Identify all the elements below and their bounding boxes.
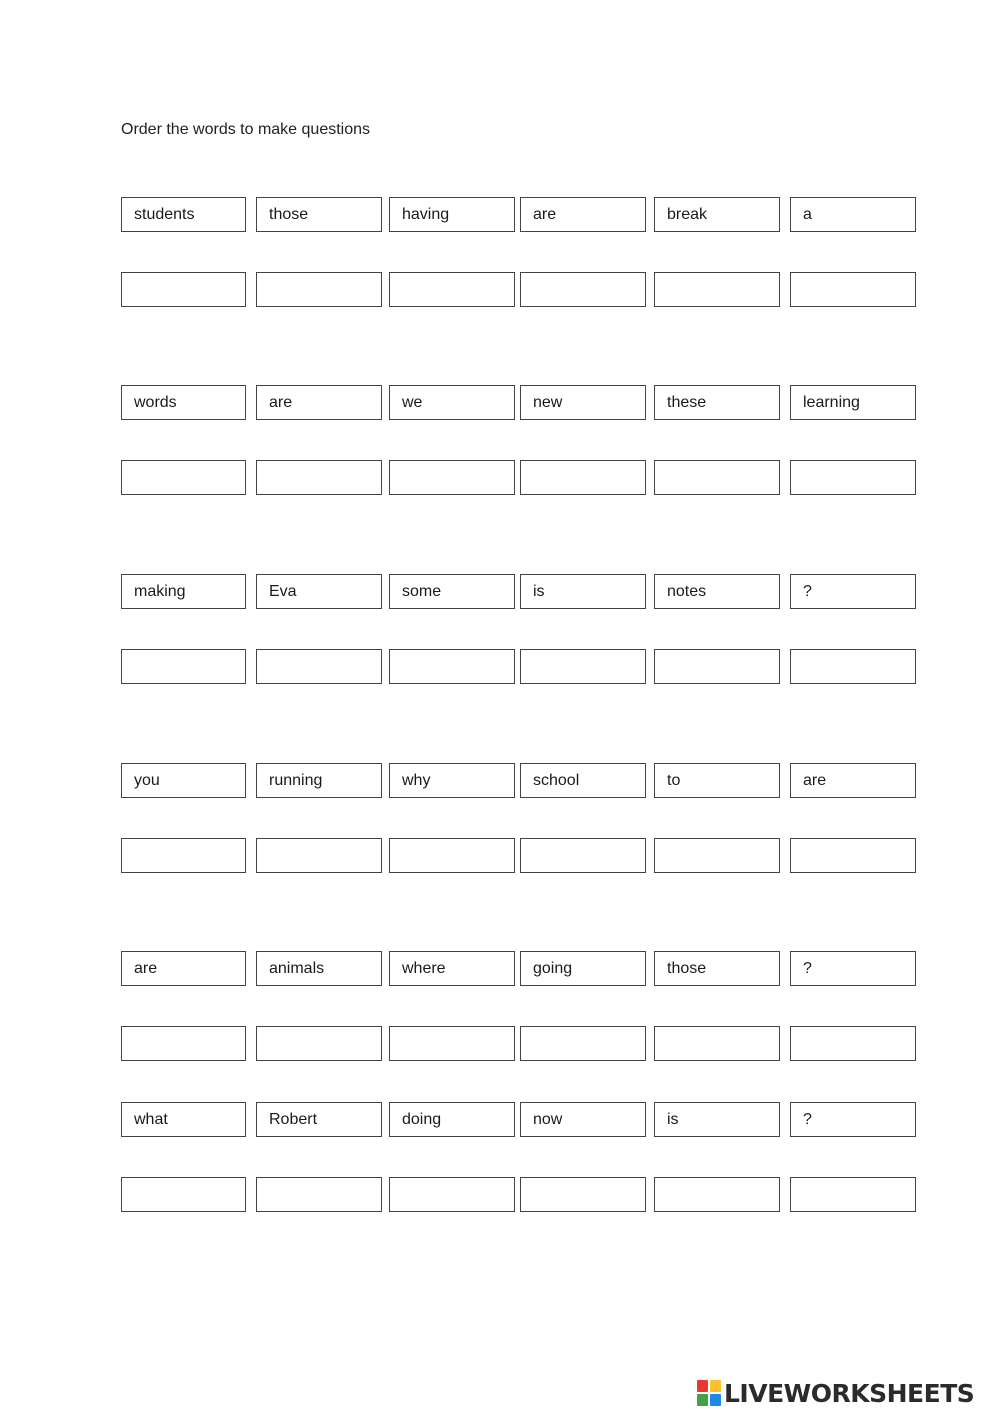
word-row-6 — [0, 1102, 1000, 1139]
word-label: animals — [269, 960, 325, 977]
word-box — [256, 385, 382, 420]
word-row-2 — [0, 385, 1000, 422]
word-box — [654, 574, 780, 609]
word-row-5 — [0, 951, 1000, 988]
answer-field[interactable] — [256, 460, 382, 495]
word-label: a — [803, 206, 812, 223]
word-box — [520, 763, 646, 798]
answer-field[interactable] — [790, 460, 916, 495]
word-box — [790, 1102, 916, 1137]
word-box — [121, 1102, 246, 1137]
word-label: doing — [402, 1111, 442, 1128]
answer-field[interactable] — [389, 460, 515, 495]
answer-field[interactable] — [256, 838, 382, 873]
answer-field[interactable] — [389, 1177, 515, 1212]
word-box — [790, 197, 916, 232]
word-box — [256, 763, 382, 798]
answer-field[interactable] — [121, 1177, 246, 1212]
word-label: where — [402, 960, 446, 977]
word-box — [121, 197, 246, 232]
liveworksheets-logo-icon — [697, 1380, 721, 1406]
answer-field[interactable] — [654, 1026, 780, 1061]
word-label: learning — [803, 394, 860, 411]
word-box — [121, 763, 246, 798]
word-box — [520, 574, 646, 609]
answer-field[interactable] — [520, 1177, 646, 1212]
word-box — [654, 951, 780, 986]
word-box — [520, 197, 646, 232]
word-box — [654, 385, 780, 420]
word-label: are — [134, 960, 158, 977]
word-label: running — [269, 772, 323, 789]
answer-field[interactable] — [520, 649, 646, 684]
word-box — [389, 763, 515, 798]
word-box — [654, 197, 780, 232]
word-label: words — [134, 394, 177, 411]
word-label: those — [269, 206, 309, 223]
word-label: notes — [667, 583, 707, 600]
answer-field[interactable] — [520, 838, 646, 873]
answer-field[interactable] — [256, 1177, 382, 1212]
word-label: is — [667, 1111, 679, 1128]
word-box — [389, 1102, 515, 1137]
word-label: having — [402, 206, 450, 223]
word-box — [520, 385, 646, 420]
word-box — [790, 951, 916, 986]
word-box — [389, 197, 515, 232]
answer-field[interactable] — [790, 272, 916, 307]
word-label: are — [269, 394, 293, 411]
answer-field[interactable] — [790, 838, 916, 873]
word-label: are — [533, 206, 557, 223]
word-box — [389, 951, 515, 986]
answer-field[interactable] — [654, 272, 780, 307]
word-box — [121, 951, 246, 986]
word-label: Eva — [269, 583, 297, 600]
word-label: going — [533, 960, 573, 977]
word-label: school — [533, 772, 580, 789]
answer-field[interactable] — [256, 1026, 382, 1061]
word-box — [520, 1102, 646, 1137]
answer-field[interactable] — [520, 1026, 646, 1061]
word-box — [256, 1102, 382, 1137]
answer-field[interactable] — [520, 460, 646, 495]
word-label: is — [533, 583, 545, 600]
answer-field[interactable] — [389, 1026, 515, 1061]
answer-field[interactable] — [121, 649, 246, 684]
word-label: ? — [803, 960, 812, 977]
word-box — [389, 574, 515, 609]
word-label: why — [402, 772, 431, 789]
word-box — [520, 951, 646, 986]
word-label: what — [134, 1111, 168, 1128]
liveworksheets-logo — [697, 1378, 974, 1408]
answer-row-2 — [0, 460, 1000, 497]
word-label: those — [667, 960, 707, 977]
answer-field[interactable] — [790, 649, 916, 684]
word-label: ? — [803, 583, 812, 600]
answer-field[interactable] — [389, 838, 515, 873]
word-label: new — [533, 394, 563, 411]
word-box — [121, 385, 246, 420]
answer-field[interactable] — [121, 1026, 246, 1061]
word-label: are — [803, 772, 827, 789]
answer-field[interactable] — [121, 460, 246, 495]
word-box — [256, 197, 382, 232]
answer-field[interactable] — [121, 838, 246, 873]
word-box — [256, 574, 382, 609]
answer-field[interactable] — [389, 649, 515, 684]
answer-row-5 — [0, 1026, 1000, 1063]
answer-row-3 — [0, 649, 1000, 686]
word-label: now — [533, 1111, 563, 1128]
word-label: ? — [803, 1111, 812, 1128]
word-box — [790, 763, 916, 798]
answer-field[interactable] — [654, 649, 780, 684]
word-label: these — [667, 394, 707, 411]
word-label: to — [667, 772, 681, 789]
word-label: some — [402, 583, 442, 600]
word-label: break — [667, 206, 708, 223]
answer-row-4 — [0, 838, 1000, 875]
word-label: Robert — [269, 1111, 318, 1128]
word-row-1 — [0, 197, 1000, 234]
word-label: you — [134, 772, 160, 789]
word-box — [256, 951, 382, 986]
word-box — [790, 574, 916, 609]
word-box — [389, 385, 515, 420]
word-box — [790, 385, 916, 420]
answer-field[interactable] — [121, 272, 246, 307]
answer-field[interactable] — [389, 272, 515, 307]
word-row-4 — [0, 763, 1000, 800]
answer-field[interactable] — [654, 460, 780, 495]
word-label: students — [134, 206, 195, 223]
word-box — [654, 1102, 780, 1137]
answer-row-1 — [0, 272, 1000, 309]
answer-field[interactable] — [790, 1177, 916, 1212]
word-box — [654, 763, 780, 798]
answer-field[interactable] — [520, 272, 646, 307]
instructions-text: Order the words to make questions — [121, 121, 371, 138]
word-row-3 — [0, 574, 1000, 611]
answer-field[interactable] — [256, 272, 382, 307]
logo-wordmark: LIVEWORKSHEETS — [724, 1378, 975, 1408]
word-box — [121, 574, 246, 609]
answer-field[interactable] — [654, 838, 780, 873]
answer-field[interactable] — [256, 649, 382, 684]
word-label: we — [402, 394, 423, 411]
answer-field[interactable] — [654, 1177, 780, 1212]
answer-field[interactable] — [790, 1026, 916, 1061]
answer-row-6 — [0, 1177, 1000, 1214]
word-label: making — [134, 583, 186, 600]
